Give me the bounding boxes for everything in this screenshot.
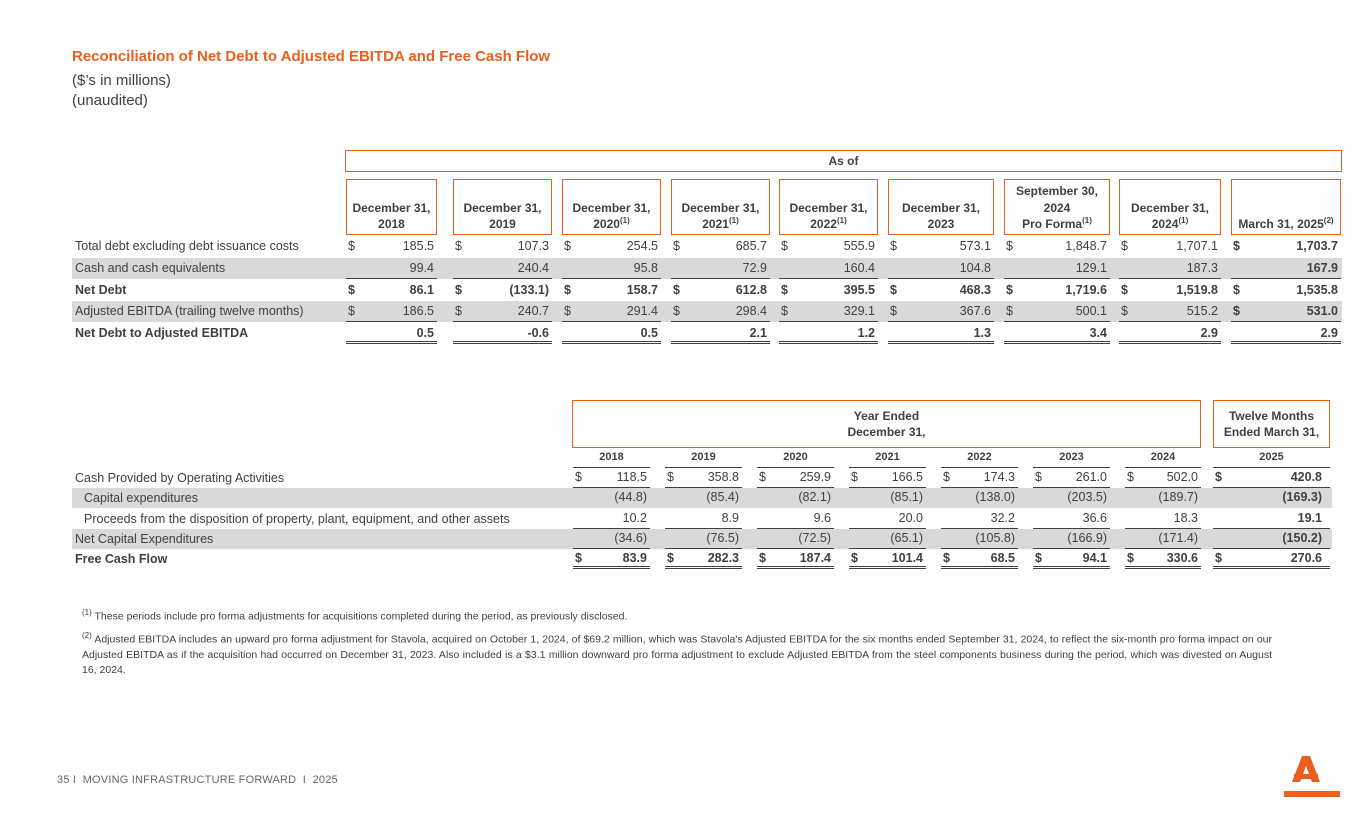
table-cell [1004,301,1110,322]
currency-symbol: $ [673,283,680,297]
cell-value: 1,719.6 [1065,283,1107,297]
currency-symbol: $ [564,283,571,297]
table-row [72,549,1332,569]
year-header: 2024 [1125,451,1201,468]
table-cell [346,301,437,322]
cell-value: -0.6 [527,326,549,340]
currency-symbol: $ [943,470,950,484]
table-row [72,529,1332,549]
currency-symbol: $ [564,304,571,318]
currency-symbol: $ [890,283,897,297]
cell-value: (171.4) [1158,531,1198,545]
row-label: Net Debt to Adjusted EBITDA [75,326,249,340]
table-cell [1213,509,1330,529]
table-cell [888,301,994,322]
cell-value: 500.1 [1075,304,1107,318]
table-cell [573,488,650,508]
currency-symbol: $ [1121,283,1128,297]
currency-symbol: $ [348,283,355,297]
table-cell [1231,323,1341,344]
table-cell [1033,488,1110,508]
cell-value: 329.1 [843,304,875,318]
page-number: 35 [57,774,70,786]
table-cell [562,236,661,257]
cell-value: 515.2 [1186,304,1218,318]
currency-symbol: $ [890,304,897,318]
currency-symbol: $ [455,283,462,297]
table-cell [1213,549,1330,569]
currency-symbol: $ [1233,239,1240,253]
cell-value: 104.8 [959,261,991,275]
cell-value: 36.6 [1082,511,1107,525]
currency-symbol: $ [1035,551,1042,565]
table-row [72,468,1332,488]
table-cell [849,509,926,529]
cell-value: 420.8 [1290,470,1322,484]
cell-value: 240.7 [517,304,549,318]
row-label: Capital expenditures [84,491,198,505]
cell-value: 1,848.7 [1065,239,1107,253]
cell-value: 254.5 [626,239,658,253]
table-cell [779,236,878,257]
currency-symbol: $ [1006,239,1013,253]
as-of-header: As of [345,150,1342,172]
footnote-2: $^{(2)}$ Adjusted EBITDA includes an upward pro forma adjustment for Stavola, acquired on October 1, 2024, of $69.2 million, which was Stavola's Adjusted EBITDA for the six months ended September 31, 2024, to reflect the six-month pro forma impact on our Adjusted EBITDA as if the acquisition had occurred on December 31, 2023. Also included is a $3.1 million downward pro forma adjustment to exclude Adjusted EBITDA from the steel components business during the period, which was divested on August 16, 2024. [82,631,1272,676]
table-cell [665,468,742,488]
row-label: Proceeds from the disposition of property, plant, equipment, and other assets [84,512,510,526]
year-header: 2022 [941,451,1018,468]
cell-value: 330.6 [1166,551,1198,565]
cell-value: 72.9 [742,261,767,275]
cell-value: (76.5) [706,531,739,545]
cell-value: 83.9 [622,551,647,565]
currency-symbol: $ [759,551,766,565]
currency-symbol: $ [851,470,858,484]
table-row [72,280,1342,301]
table-cell [1213,488,1330,508]
table-cell [779,301,878,322]
table-cell [849,468,926,488]
footer-tagline: MOVING INFRASTRUCTURE FORWARD [82,774,297,786]
cell-value: 573.1 [959,239,991,253]
cell-value: 502.0 [1166,470,1198,484]
table-cell [1231,236,1341,257]
year-header: 2023 [1033,451,1110,468]
row-label: Cash Provided by Operating Activities [75,471,285,485]
footnote-1: $^{(1)}$ These periods include pro forma adjustments for acquisitions completed during the period, as previously disclosed. [82,608,628,623]
currency-symbol: $ [851,551,858,565]
cell-value: 129.1 [1075,261,1107,275]
cell-value: 240.4 [517,261,549,275]
table-cell [573,509,650,529]
table-cell [888,280,994,301]
table-cell [941,529,1018,549]
cell-value: (189.7) [1158,490,1198,504]
table-cell [665,509,742,529]
table-cell [453,236,552,257]
currency-symbol: $ [1006,304,1013,318]
table-cell [562,258,661,279]
year-header: 2018 [573,451,650,468]
table-cell [665,549,742,569]
table-cell [757,549,834,569]
cell-value: 0.5 [416,326,434,340]
table-cell [1125,509,1201,529]
column-header: December 31, 2024$^{(1)}$ [1119,179,1221,235]
column-header: December 31, 2019 [453,179,552,235]
currency-symbol: $ [564,239,571,253]
cell-value: 612.8 [735,283,767,297]
row-label: Cash and cash equivalents [75,261,226,275]
table-cell [1231,258,1341,279]
cell-value: 395.5 [843,283,875,297]
table-cell [888,236,994,257]
table-cell [453,323,552,344]
currency-symbol: $ [781,304,788,318]
cell-value: (65.1) [890,531,923,545]
currency-symbol: $ [673,239,680,253]
table-cell [1213,529,1330,549]
table-cell [757,529,834,549]
table-cell [562,323,661,344]
cell-value: 468.3 [959,283,991,297]
cell-value: (85.4) [706,490,739,504]
cell-value: (34.6) [614,531,647,545]
table-row [72,323,1342,344]
currency-symbol: $ [348,239,355,253]
table-cell [665,529,742,549]
cell-value: (72.5) [798,531,831,545]
table-cell [941,468,1018,488]
table-cell [1119,301,1221,322]
table-row [72,236,1342,257]
table-cell [573,549,650,569]
cell-value: 187.4 [799,551,831,565]
table-cell [1213,468,1330,488]
currency-symbol: $ [1035,470,1042,484]
row-label: Net Capital Expenditures [75,532,214,546]
currency-symbol: $ [1006,283,1013,297]
currency-symbol: $ [1121,304,1128,318]
cell-value: 9.6 [813,511,831,525]
table-cell [849,529,926,549]
cell-value: 2.9 [1200,326,1218,340]
cell-value: 1.2 [857,326,875,340]
year-header: 2020 [757,451,834,468]
cell-value: 86.1 [409,283,434,297]
currency-symbol: $ [781,283,788,297]
currency-symbol: $ [667,551,674,565]
table-cell [453,301,552,322]
cell-value: (85.1) [890,490,923,504]
table-cell [779,323,878,344]
table-cell [1004,236,1110,257]
table-cell [849,488,926,508]
cell-value: 291.4 [626,304,658,318]
company-logo-icon [1284,756,1340,800]
table-cell [346,258,437,279]
cell-value: 167.9 [1306,261,1338,275]
column-header: September 30, 2024 Pro Forma$^{(1)}$ [1004,179,1110,235]
cell-value: 187.3 [1186,261,1218,275]
table-cell [1119,236,1221,257]
currency-symbol: $ [455,304,462,318]
table-cell [671,301,770,322]
currency-symbol: $ [667,470,674,484]
currency-symbol: $ [943,551,950,565]
table-cell [346,236,437,257]
cell-value: 358.8 [707,470,739,484]
table-cell [562,301,661,322]
currency-symbol: $ [455,239,462,253]
table-cell [1033,529,1110,549]
table-cell [849,549,926,569]
cell-value: 2.9 [1320,326,1338,340]
twelve-months-header: Twelve Months Ended March 31, [1213,400,1330,448]
cell-value: 95.8 [633,261,658,275]
table-cell [1033,549,1110,569]
table-cell [1119,280,1221,301]
column-header: December 31, 2023 [888,179,994,235]
cell-value: 94.1 [1082,551,1107,565]
currency-symbol: $ [1127,470,1134,484]
table-cell [1004,280,1110,301]
table-cell [1231,280,1341,301]
table-row [72,509,1332,529]
currency-symbol: $ [348,304,355,318]
cell-value: 68.5 [990,551,1015,565]
cell-value: 160.4 [843,261,875,275]
table-cell [941,549,1018,569]
units-note: ($’s in millions) [72,72,171,89]
currency-symbol: $ [1215,551,1222,565]
cell-value: 531.0 [1306,304,1338,318]
table-cell [779,258,878,279]
table-cell [757,509,834,529]
currency-symbol: $ [1127,551,1134,565]
cell-value: 259.9 [799,470,831,484]
table-row [72,258,1342,279]
table-cell [888,323,994,344]
cell-value: 166.5 [891,470,923,484]
currency-symbol: $ [1233,304,1240,318]
table-cell [1125,549,1201,569]
table-cell [1119,258,1221,279]
table-cell [1004,258,1110,279]
year-header: 2019 [665,451,742,468]
currency-symbol: $ [1215,470,1222,484]
cell-value: 18.3 [1173,511,1198,525]
cell-value: 158.7 [626,283,658,297]
currency-symbol: $ [575,470,582,484]
table-cell [665,488,742,508]
row-label: Free Cash Flow [75,552,168,566]
currency-symbol: $ [781,239,788,253]
cell-value: 3.4 [1089,326,1107,340]
row-label: Adjusted EBITDA (trailing twelve months) [75,304,304,318]
table-row [72,488,1332,508]
table-cell [941,488,1018,508]
year-header: 2025 [1213,451,1330,468]
currency-symbol: $ [759,470,766,484]
cell-value: 1.3 [973,326,991,340]
unaudited-note: (unaudited) [72,92,148,109]
table-cell [671,280,770,301]
cell-value: (169.3) [1282,490,1322,504]
page-title: Reconciliation of Net Debt to Adjusted EBITDA and Free Cash Flow [72,48,551,65]
cell-value: (166.9) [1067,531,1107,545]
column-header: December 31, 2018 [346,179,437,235]
table-cell [1125,488,1201,508]
column-header: December 31, 2021$^{(1)}$ [671,179,770,235]
cell-value: 1,519.8 [1176,283,1218,297]
footer-year: 2025 [312,774,338,786]
cell-value: (133.1) [509,283,549,297]
column-header: March 31, 2025$^{(2)}$ [1231,179,1341,235]
cell-value: 32.2 [990,511,1015,525]
cell-value: 186.5 [402,304,434,318]
table-cell [562,280,661,301]
row-label: Net Debt [75,283,127,297]
cell-value: (82.1) [798,490,831,504]
cell-value: 20.0 [898,511,923,525]
table-cell [671,323,770,344]
table-cell [888,258,994,279]
cell-value: (150.2) [1282,531,1322,545]
table-cell [1033,509,1110,529]
cell-value: 8.9 [721,511,739,525]
cell-value: 367.6 [959,304,991,318]
column-header: December 31, 2020$^{(1)}$ [562,179,661,235]
year-ended-header: Year Ended December 31, [572,400,1201,448]
table-cell [346,323,437,344]
table-cell [941,509,1018,529]
cell-value: (44.8) [614,490,647,504]
table-cell [573,529,650,549]
cell-value: 1,707.1 [1176,239,1218,253]
cell-value: 261.0 [1075,470,1107,484]
cell-value: 685.7 [735,239,767,253]
table-cell [1125,468,1201,488]
cell-value: 185.5 [402,239,434,253]
cell-value: 1,703.7 [1296,239,1338,253]
cell-value: 0.5 [640,326,658,340]
year-header: 2021 [849,451,926,468]
table-row [72,301,1342,322]
table-cell [1004,323,1110,344]
table-cell [1033,468,1110,488]
cell-value: 174.3 [983,470,1015,484]
cell-value: (105.8) [975,531,1015,545]
row-label: Total debt excluding debt issuance costs [75,239,299,253]
cell-value: 99.4 [409,261,434,275]
currency-symbol: $ [1233,283,1240,297]
table-cell [757,468,834,488]
cell-value: (138.0) [975,490,1015,504]
currency-symbol: $ [575,551,582,565]
cell-value: 118.5 [616,470,647,484]
cell-value: 1,535.8 [1296,283,1338,297]
table-cell [671,258,770,279]
cell-value: 101.4 [891,551,923,565]
table-cell [1231,301,1341,322]
table-cell [1119,323,1221,344]
table-cell [671,236,770,257]
cell-value: 2.1 [749,326,767,340]
page-footer: 35 I MOVING INFRASTRUCTURE FORWARD I 2025 [57,774,338,786]
table-cell [346,280,437,301]
cell-value: 555.9 [843,239,875,253]
currency-symbol: $ [1121,239,1128,253]
currency-symbol: $ [673,304,680,318]
currency-symbol: $ [890,239,897,253]
cell-value: 10.2 [622,511,647,525]
table-cell [453,280,552,301]
table-cell [573,468,650,488]
table-cell [453,258,552,279]
table-cell [1125,529,1201,549]
column-header: December 31, 2022$^{(1)}$ [779,179,878,235]
table-cell [757,488,834,508]
cell-value: 282.3 [707,551,739,565]
cell-value: 270.6 [1290,551,1322,565]
cell-value: 19.1 [1297,511,1322,525]
table-cell [779,280,878,301]
cell-value: (203.5) [1067,490,1107,504]
cell-value: 107.3 [517,239,549,253]
cell-value: 298.4 [735,304,767,318]
